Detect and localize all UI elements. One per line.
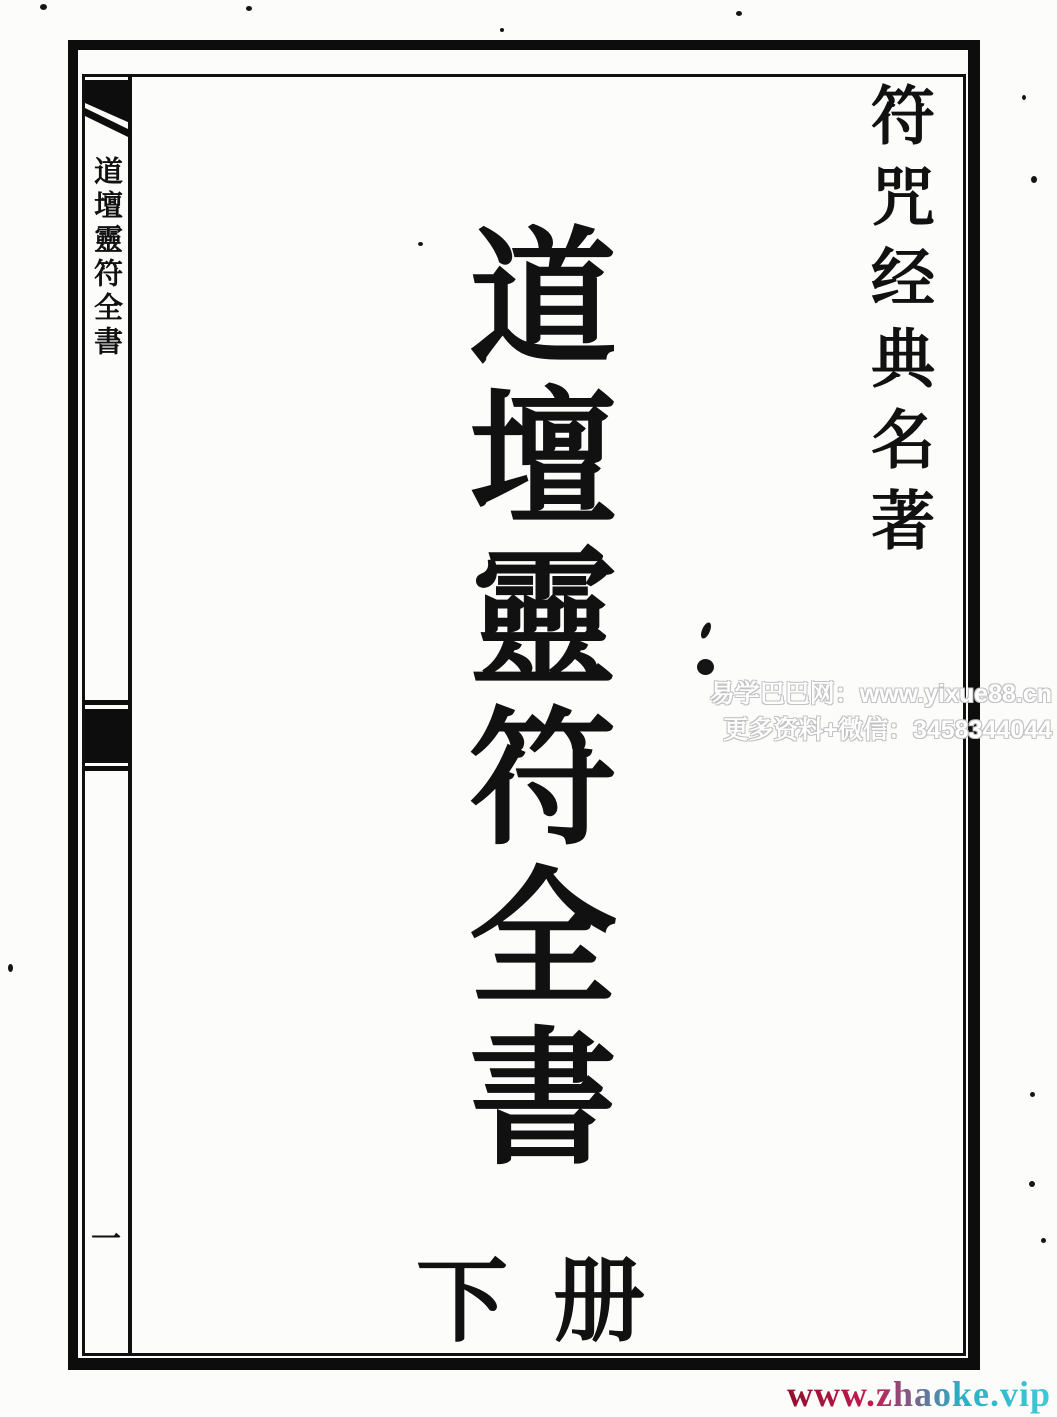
series-label: 符咒经典名著	[862, 82, 933, 568]
spine-title: 道壇靈符全書	[90, 156, 122, 360]
spine-block-body	[85, 709, 130, 763]
spine-corner-decoration	[85, 80, 130, 145]
watermark	[710, 676, 1052, 748]
ink-speck	[1030, 1092, 1035, 1097]
book-title: 道壇靈符全書	[447, 220, 611, 1180]
watermark-contact-line: 更多资料+微信：3458344044	[723, 716, 1052, 744]
spine-block-top-bar	[85, 700, 130, 705]
ink-speck	[418, 242, 423, 246]
ink-speck	[500, 28, 504, 32]
ink-speck	[1041, 1238, 1046, 1243]
footer-url: www.zhaoke.vip	[786, 1374, 1051, 1414]
ink-speck	[1022, 95, 1026, 100]
watermark-site-line: 易学巴巴网：www.yixue88.cn	[709, 680, 1052, 708]
ink-speck	[736, 11, 742, 16]
ink-speck	[246, 6, 252, 11]
ink-speck	[697, 659, 714, 675]
ink-speck	[1029, 1181, 1035, 1187]
spine-black-block	[85, 700, 130, 771]
ink-speck	[8, 964, 13, 972]
ink-speck	[1031, 176, 1037, 183]
spine-page-number: 一	[91, 1223, 121, 1256]
spine-block-bottom-bar	[85, 766, 130, 771]
volume-label: 下 册	[416, 1251, 648, 1353]
ink-speck	[40, 4, 47, 10]
